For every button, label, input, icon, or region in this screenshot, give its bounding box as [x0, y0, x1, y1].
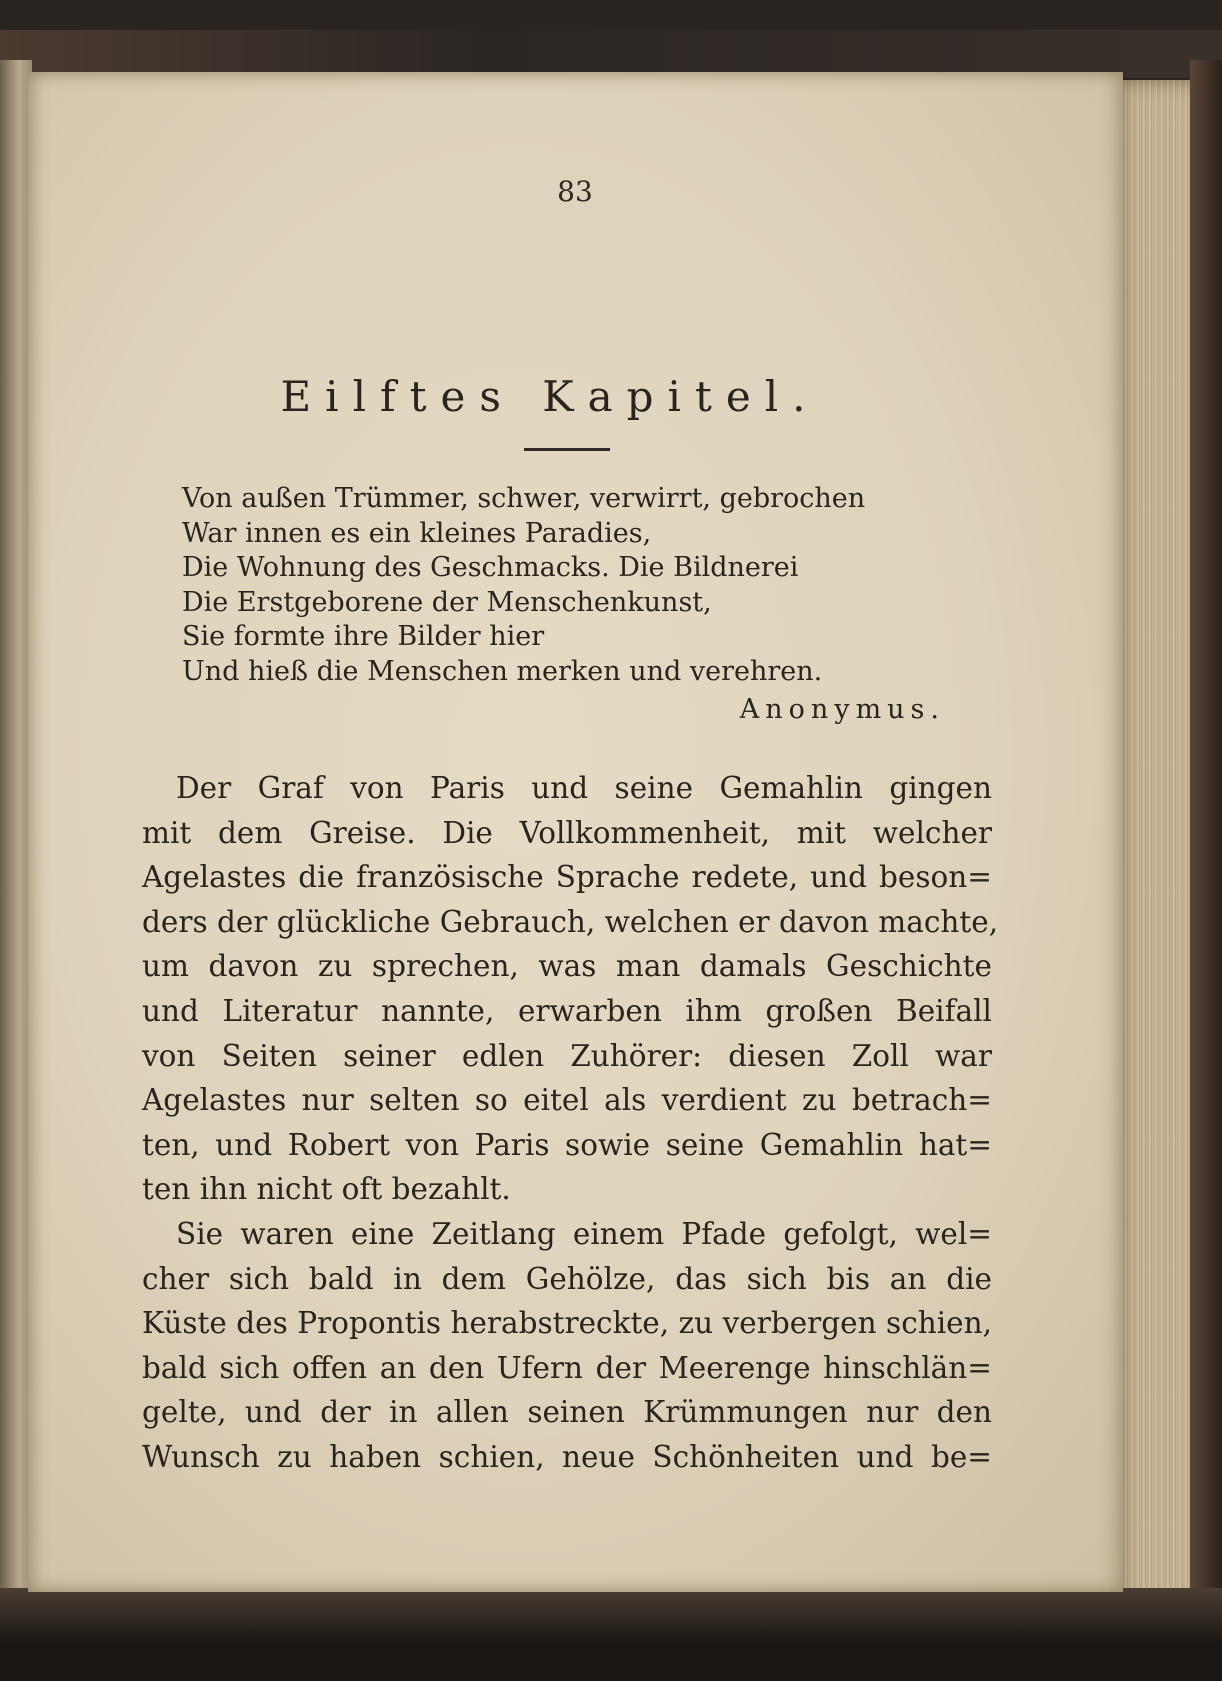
- text-line: Wunsch zu haben schien, neue Schönheiten und be=: [142, 1439, 992, 1474]
- text-line: um davon zu sprechen, was man damals Geschichte: [142, 949, 992, 984]
- epigraph-author: Anonymus.: [739, 694, 945, 725]
- book-cover-right: [1190, 60, 1222, 1620]
- verse-line: Die Erstgeborene der Menschenkunst,: [182, 586, 712, 618]
- verse-line: Die Wohnung des Geschmacks. Die Bildnerei: [182, 552, 799, 584]
- verse-line: War innen es ein kleines Paradies,: [182, 517, 652, 549]
- text-line: bald sich offen an den Ufern der Meerenge hinschlän=: [142, 1350, 992, 1385]
- text-line: ten, und Robert von Paris sowie seine Gemahlin hat=: [142, 1127, 992, 1162]
- verse-line: Und hieß die Menschen merken und verehren.: [182, 655, 823, 687]
- text-line: Agelastes die französische Sprache redete, und beson=: [142, 860, 992, 895]
- text-line: Agelastes nur selten so eitel als verdient zu betrach=: [142, 1083, 992, 1118]
- text-line: ten ihn nicht oft bezahlt.: [142, 1172, 511, 1207]
- text-line: Sie waren eine Zeitlang einem Pfade gefolgt, wel=: [176, 1216, 992, 1251]
- verse-line: Sie formte ihre Bilder hier: [182, 621, 545, 653]
- text-line: und Literatur nannte, erwarben ihm großen Beifall: [142, 993, 992, 1028]
- text-line: Der Graf von Paris und seine Gemahlin gingen: [176, 771, 992, 805]
- page-number: 83: [557, 175, 593, 208]
- epigraph-verse: [182, 482, 942, 690]
- text-line: ders der glückliche Gebrauch, welchen er davon machte,: [142, 904, 999, 939]
- text-line: Küste des Propontis herabstreckte, zu verbergen schien,: [142, 1306, 992, 1341]
- text-line: cher sich bald in dem Gehölze, das sich bis an die: [142, 1261, 992, 1296]
- chapter-title: Eilftes Kapitel.: [280, 372, 820, 421]
- title-divider: [524, 448, 610, 451]
- verse-line: Von außen Trümmer, schwer, verwirrt, gebrochen: [182, 483, 866, 514]
- body-text: [142, 766, 999, 1480]
- book-cover-bottom: [0, 1588, 1222, 1681]
- text-line: mit dem Greise. Die Vollkommenheit, mit welcher: [142, 815, 992, 850]
- text-line: gelte, und der in allen seinen Krümmungen nur den: [142, 1395, 992, 1430]
- text-line: von Seiten seiner edlen Zuhörer: diesen Zoll war: [142, 1038, 992, 1073]
- book-cover-top: [0, 30, 1222, 78]
